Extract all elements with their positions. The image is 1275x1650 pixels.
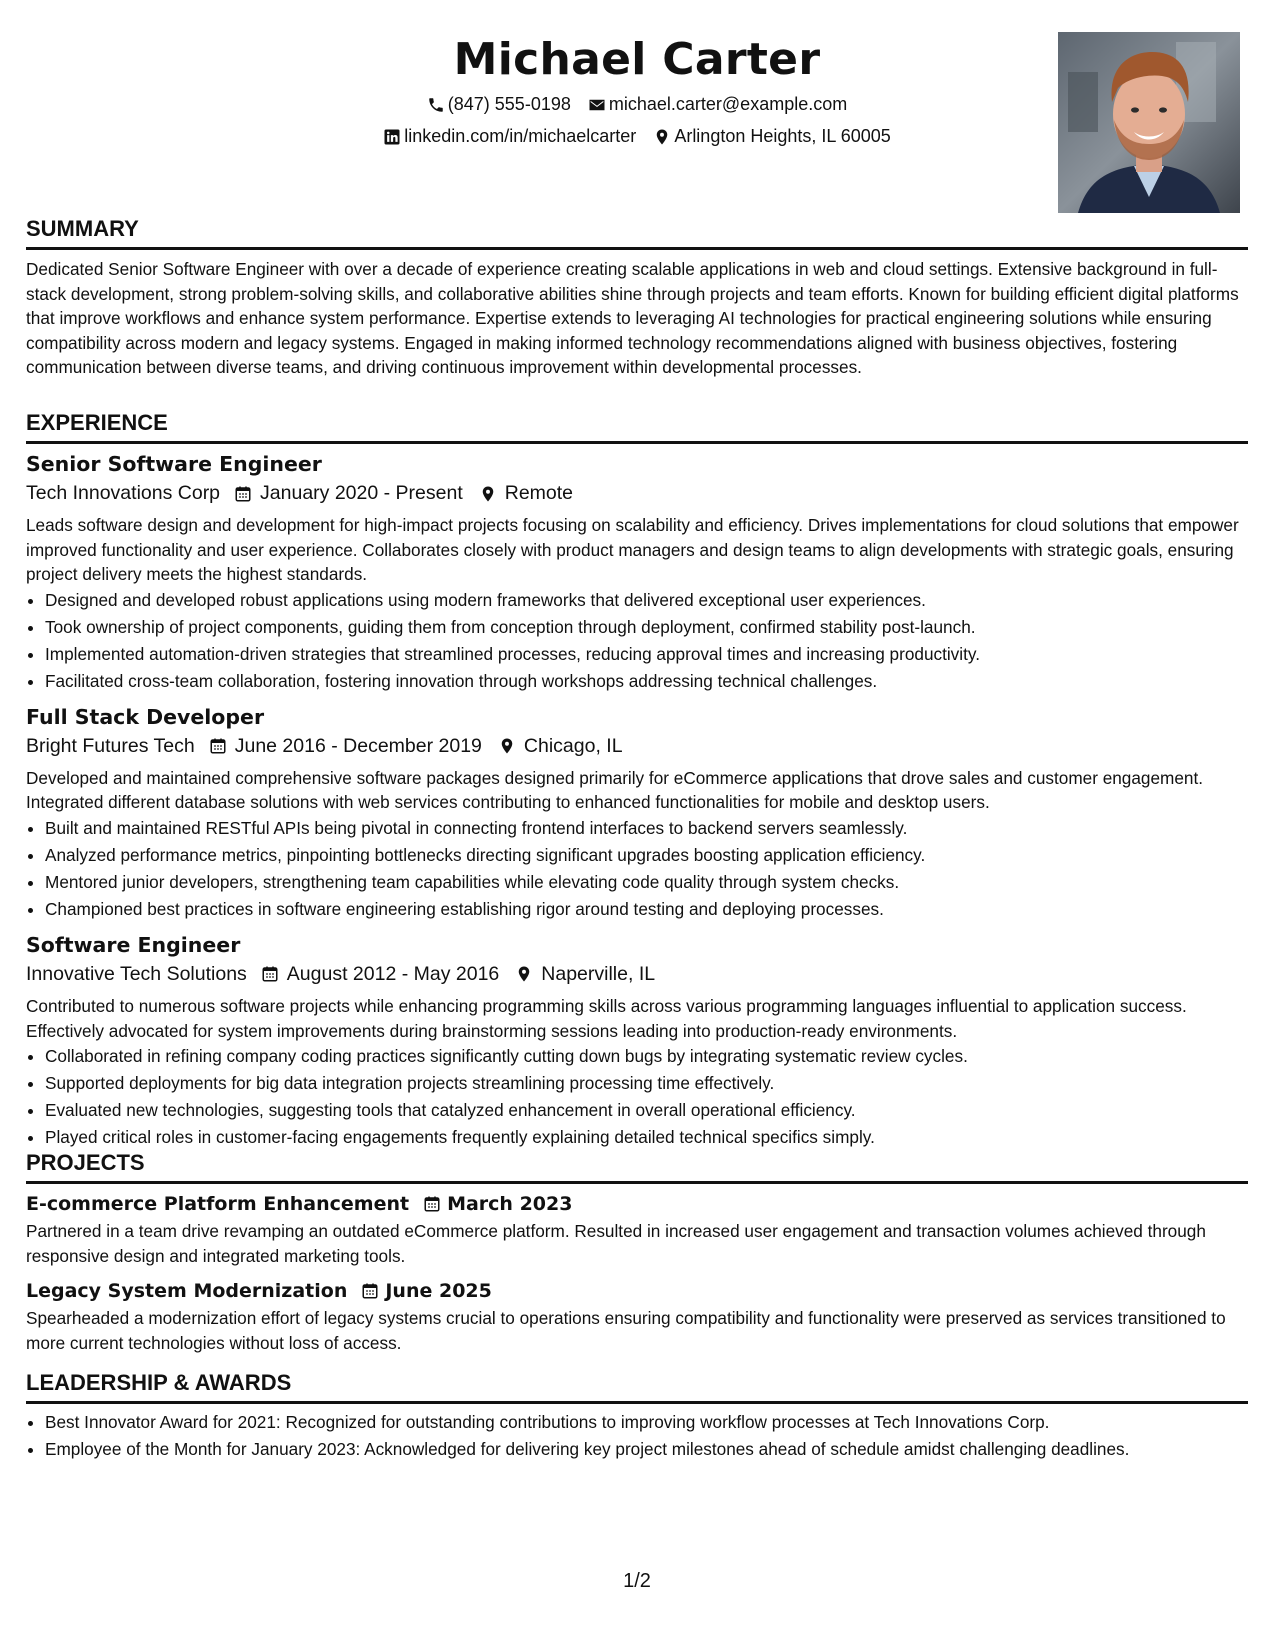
- section-divider: [26, 247, 1248, 250]
- section-divider: [26, 1401, 1248, 1404]
- section-title-summary: SUMMARY: [26, 216, 139, 241]
- section-title-experience: EXPERIENCE: [26, 410, 168, 435]
- list-item: • Implemented automation-driven strategies that streamlined processes, reducing approval times and increasing productivity.: [45, 641, 1248, 668]
- profile-photo: [1058, 32, 1240, 213]
- job-dates: January 2020 - Present: [260, 482, 463, 504]
- list-item: • Mentored junior developers, strengthening team capabilities while elevating code quality through system checks.: [45, 869, 1248, 896]
- calendar-icon: [209, 737, 227, 755]
- project-title: E-commerce Platform Enhancement: [26, 1193, 410, 1215]
- job-location: Naperville, IL: [541, 962, 656, 985]
- job-location: Remote: [504, 482, 574, 504]
- job-dates: August 2012 - May 2016: [286, 962, 500, 985]
- awards-section: [26, 1370, 1248, 1463]
- project-header: [26, 1280, 1248, 1302]
- job-description: Contributed to numerous software projects while enhancing programming skills across various programming languages influential to application success. Effectively advocated for system improvements during brainstorming sessions leading into production-ready environments.: [26, 995, 1187, 1041]
- list-item: • Designed and developed robust applications using modern frameworks that delivered exceptional user experiences.: [45, 587, 1248, 614]
- linkedin-contact[interactable]: [383, 126, 636, 147]
- section-title-awards: LEADERSHIP & AWARDS: [26, 1370, 292, 1395]
- list-item: • Built and maintained RESTful APIs being pivotal in connecting frontend interfaces to backend servers seamlessly.: [45, 815, 1248, 842]
- job-meta: [26, 482, 1248, 505]
- job-entry: [26, 705, 1248, 923]
- section-title-projects: PROJECTS: [26, 1150, 145, 1175]
- candidate-name: Michael Carter: [453, 34, 821, 85]
- job-location: Chicago, IL: [523, 734, 623, 757]
- list-item: • Employee of the Month for January 2023: Acknowledged for delivering key project milestones ahead of schedule amidst challenging deadlines.: [45, 1436, 1248, 1463]
- experience-section: [26, 410, 1248, 1151]
- list-item: • Facilitated cross-team collaboration, fostering innovation through workshops addressing technical challenges.: [45, 668, 1248, 695]
- linkedin-icon: [383, 128, 401, 146]
- list-item: • Collaborated in refining company coding practices significantly cutting down bugs by integrating systematic review cycles.: [45, 1043, 1248, 1070]
- project-date: June 2025: [385, 1280, 492, 1303]
- summary-text: Dedicated Senior Software Engineer with over a decade of experience creating scalable applications in web and cloud settings. Extensive background in full-stack development, strong problem-solving skills, and collaborative abilities shine through projects and team efforts. Known for building efficient digital platforms that improve workflows and enhance system performance. Expertise extends to leveraging AI technologies for practical engineering solutions while ensuring compatibility across modern and legacy systems. Engaged in making informed technology recommendations aligned with business objectives, fostering communication between diverse teams, and driving continuous improvement within developmental processes.: [26, 259, 1239, 378]
- project-date: March 2023: [447, 1193, 573, 1215]
- job-title: Software Engineer: [26, 932, 241, 957]
- email-text[interactable]: michael.carter@example.com: [608, 94, 848, 114]
- calendar-icon: [234, 485, 252, 503]
- project-title: Legacy System Modernization: [26, 1280, 348, 1303]
- linkedin-text[interactable]: linkedin.com/in/michaelcarter: [404, 126, 637, 146]
- list-item: • Evaluated new technologies, suggesting tools that catalyzed enhancement in overall operational efficiency.: [45, 1097, 1248, 1124]
- job-bullets: [26, 587, 1248, 695]
- profile-photo-image: [1058, 32, 1240, 213]
- phone-contact: [427, 94, 571, 115]
- job-meta: [26, 735, 1248, 758]
- resume-header: [26, 0, 1248, 212]
- job-entry: [26, 933, 1248, 1151]
- job-bullets: [26, 815, 1248, 923]
- list-item: • Supported deployments for big data integration projects streamlining processing time effectively.: [45, 1070, 1248, 1097]
- map-pin-icon: [515, 965, 533, 983]
- map-pin-icon: [653, 128, 671, 146]
- job-title: Senior Software Engineer: [26, 452, 322, 476]
- envelope-icon: [588, 96, 606, 114]
- company-name: Bright Futures Tech: [26, 734, 195, 757]
- location-text: Arlington Heights, IL 60005: [674, 126, 891, 146]
- calendar-icon: [261, 965, 279, 983]
- job-bullets: [26, 1043, 1248, 1151]
- project-entry: [26, 1280, 1248, 1355]
- project-description: Spearheaded a modernization effort of legacy systems crucial to operations ensuring compatibility and functionality were preserved as services transitioned to more current technologies without loss of access.: [26, 1308, 1226, 1353]
- resume-page: [26, 0, 1248, 1650]
- job-description: Developed and maintained comprehensive software packages designed primarily for eCommerce applications that drove sales and customer engagement. Integrated different database solutions with web services contributing to enhanced functionalities for mobile and desktop users.: [26, 767, 1204, 813]
- list-item: • Championed best practices in software engineering establishing rigor around testing and deploying processes.: [45, 896, 1248, 923]
- job-entry: [26, 452, 1248, 695]
- location-contact: [653, 126, 890, 147]
- projects-section: [26, 1150, 1248, 1355]
- calendar-icon: [423, 1195, 441, 1213]
- job-meta: [26, 963, 1248, 986]
- awards-list: [26, 1409, 1248, 1463]
- job-title: Full Stack Developer: [26, 704, 265, 729]
- phone-icon: [427, 96, 445, 114]
- phone-text: (847) 555-0198: [447, 94, 571, 114]
- company-name: Tech Innovations Corp: [26, 482, 221, 504]
- map-pin-icon: [498, 737, 516, 755]
- list-item: • Took ownership of project components, guiding them from conception through deployment, confirmed stability post-launch.: [45, 614, 1248, 641]
- email-contact[interactable]: [588, 94, 847, 115]
- list-item: • Played critical roles in customer-facing engagements frequently explaining detailed technical specifics simply.: [45, 1124, 1248, 1151]
- section-divider: [26, 441, 1248, 444]
- page-number: 1/2: [623, 1570, 651, 1592]
- project-entry: [26, 1193, 1248, 1268]
- company-name: Innovative Tech Solutions: [26, 962, 247, 985]
- map-pin-icon: [479, 485, 497, 503]
- job-description: Leads software design and development for high-impact projects focusing on scalability and efficiency. Drives implementations for cloud solutions that empower improved functionality and user experience. Collaborates closely with product managers and design teams to align developments with strategic goals, ensuring project delivery meets the highest standards.: [26, 515, 1239, 585]
- list-item: • Analyzed performance metrics, pinpointing bottlenecks directing significant upgrades boosting application efficiency.: [45, 842, 1248, 869]
- summary-section: [26, 216, 1248, 380]
- section-divider: [26, 1181, 1248, 1184]
- job-dates: June 2016 - December 2019: [234, 734, 482, 757]
- calendar-icon: [361, 1282, 379, 1300]
- project-description: Partnered in a team drive revamping an outdated eCommerce platform. Resulted in increased user engagement and transaction volumes achieved through responsive design and integrated marketing tools.: [26, 1221, 1206, 1266]
- list-item: • Best Innovator Award for 2021: Recognized for outstanding contributions to improving workflow processes at Tech Innovations Corp.: [45, 1409, 1248, 1436]
- project-header: [26, 1193, 1248, 1215]
